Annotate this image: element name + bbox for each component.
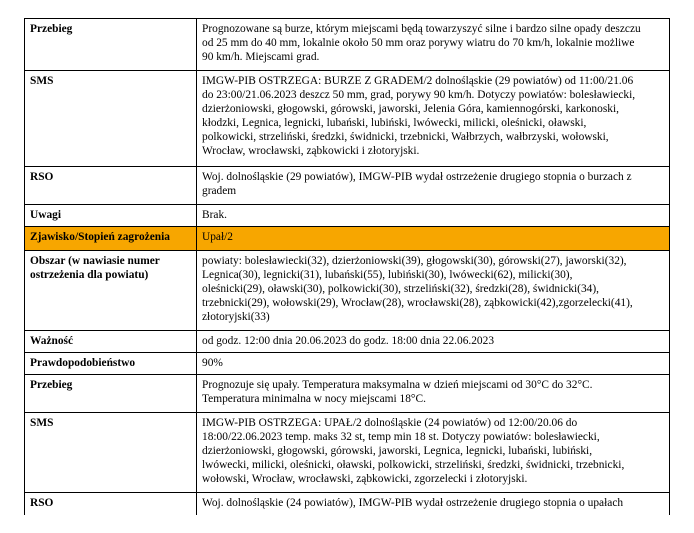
row-label: RSO	[25, 167, 197, 205]
row-value: Brak.	[197, 205, 670, 227]
table-row	[25, 71, 670, 167]
row-value: 90%	[197, 353, 670, 375]
warning-table	[24, 18, 670, 515]
row-label: Obszar (w nawiasie numer ostrzeżenia dla powiatu)	[25, 251, 197, 331]
table-row	[25, 251, 670, 331]
row-value: Prognozowane są burze, którym miejscami będą towarzyszyć silne i bardzo silne opady deszczu od 25 mm do 40 mm, lokalnie około 50 mm oraz porywy wiatru do 70 km/h, lokalnie możliwe 90 km/h. Miejscami grad.	[197, 19, 670, 71]
table-row	[25, 167, 670, 205]
table-row	[25, 413, 670, 493]
row-label: Przebieg	[25, 375, 197, 413]
table-row	[25, 205, 670, 227]
row-value: powiaty: bolesławiecki(32), dzierżoniowski(39), głogowski(30), górowski(27), jaworski(32), Legnica(30), legnicki(31), lubański(55), lubiński(30), lwówecki(62), milicki(30), oleśnicki(29), oławski(30), polkowicki(30), strzeliński(32), średzki(28), świdnicki(34), trzebnicki(29), wołowski(29), Wrocław(28), wrocławski(28), ząbkowicki(42),zgorzelecki(41), złotoryjski(33)	[197, 251, 670, 331]
table-row	[25, 493, 670, 515]
row-value: Prognozuje się upały. Temperatura maksymalna w dzień miejscami od 30°C do 32°C. Temperatura minimalna w nocy miejscami 18°C.	[197, 375, 670, 413]
row-value: IMGW-PIB OSTRZEGA: BURZE Z GRADEM/2 dolnośląskie (29 powiatów) od 11:00/21.06 do 23:00/21.06.2023 deszcz 50 mm, grad, porywy 90 km/h. Dotyczy powiatów: bolesławiecki, dzierżoniowski, głogowski, górowski, jaworski, Jelenia Góra, kamiennogórski, karkonoski, kłodzki, Legnica, legnicki, lubański, lubiński, lwówecki, milicki, oleśnicki, oławski, polkowicki, strzeliński, średzki, świdnicki, trzebnicki, Wałbrzych, wałbrzyski, wołowski, Wrocław, wrocławski, ząbkowicki i złotoryjski.	[197, 71, 670, 167]
row-value: Upał/2	[197, 227, 670, 251]
table-row	[25, 375, 670, 413]
table-row	[25, 331, 670, 353]
row-label: SMS	[25, 71, 197, 167]
row-label: Przebieg	[25, 19, 197, 71]
table-row	[25, 353, 670, 375]
row-label: Prawdopodobieństwo	[25, 353, 197, 375]
row-value: Woj. dolnośląskie (24 powiatów), IMGW-PIB wydał ostrzeżenie drugiego stopnia o upałach	[197, 493, 670, 515]
table-row	[25, 19, 670, 71]
row-value: Woj. dolnośląskie (29 powiatów), IMGW-PIB wydał ostrzeżenie drugiego stopnia o burzach z gradem	[197, 167, 670, 205]
row-value: od godz. 12:00 dnia 20.06.2023 do godz. 18:00 dnia 22.06.2023	[197, 331, 670, 353]
row-label: Zjawisko/Stopień zagrożenia	[25, 227, 197, 251]
row-label: RSO	[25, 493, 197, 515]
row-label: Uwagi	[25, 205, 197, 227]
row-value: IMGW-PIB OSTRZEGA: UPAŁ/2 dolnośląskie (24 powiatów) od 12:00/20.06 do 18:00/22.06.2023 temp. maks 32 st, temp min 18 st. Dotyczy powiatów: bolesławiecki, dzierżoniowski, głogowski, górowski, jaworski, Legnica, legnicki, lubański, lubiński, lwówecki, milicki, oleśnicki, oławski, polkowicki, strzeliński, średzki, świdnicki, trzebnicki, wołowski, Wrocław, wrocławski, ząbkowicki, zgorzelecki i złotoryjski.	[197, 413, 670, 493]
row-label: Ważność	[25, 331, 197, 353]
row-label: SMS	[25, 413, 197, 493]
table-row-highlighted	[25, 227, 670, 251]
